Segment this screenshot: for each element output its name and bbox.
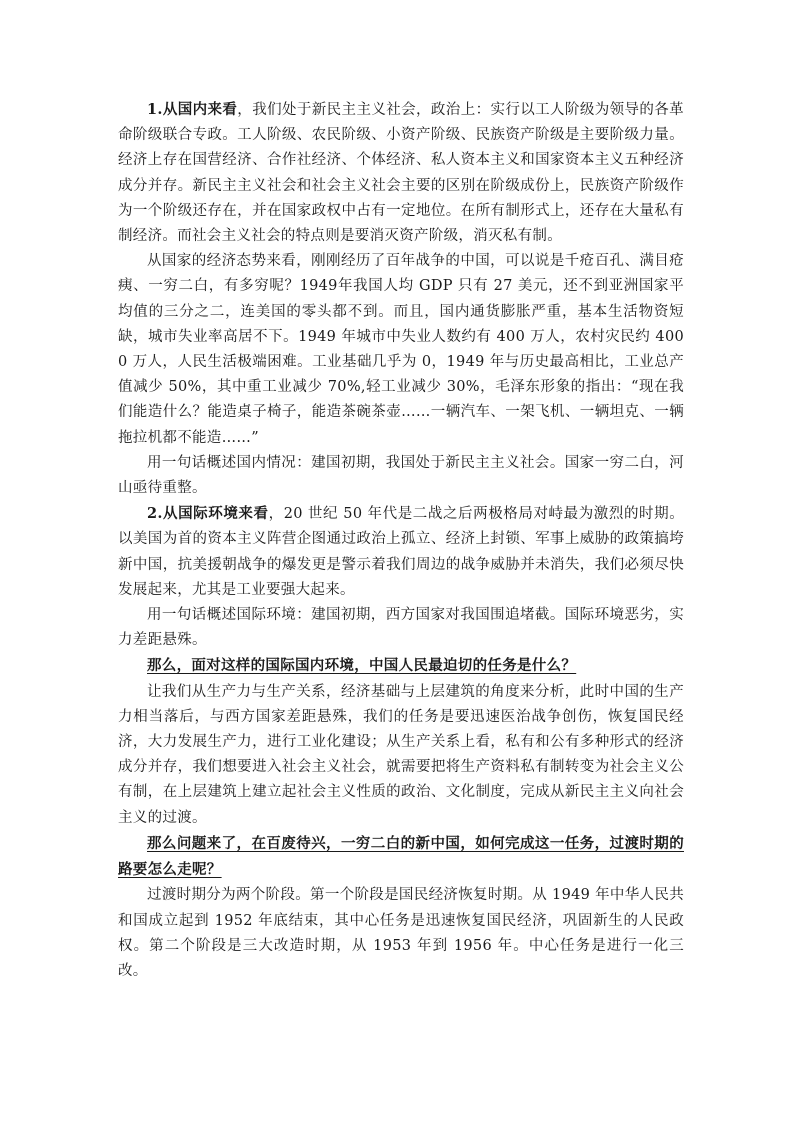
question-2: 那么问题来了，在百废待兴，一穷二白的新中国，如何完成这一任务，过渡时期的路要怎么走呢？: [118, 834, 684, 879]
paragraph-analysis: [118, 680, 684, 831]
paragraph-economy: [118, 249, 684, 451]
text-international-summary: 用一句话概述国际环境：建国初期，西方国家对我国围追堵截。国际环境恶劣，实力差距悬殊。: [118, 607, 684, 649]
paragraph-question-2: [118, 831, 684, 883]
paragraph-domestic: [118, 97, 684, 249]
text-analysis: 让我们从生产力与生产关系，经济基础与上层建筑的角度来分析，此时中国的生产力相当落后，与西方国家差距悬殊，我们的任务是要迅速医治战争创伤，恢复国民经济，大力发展生产力，进行工业化建设；从生产关系上看，私有和公有多种形式的经济成分并存，我们想要进入社会主义社会，就需要把将生产资料私有制转变为社会主义公有制，在上层建筑上建立起社会主义性质的政治、文化制度，完成从新民主主义向社会主义的过渡。: [118, 683, 684, 826]
paragraph-domestic-summary: [118, 451, 684, 501]
paragraph-question-1: [118, 653, 684, 679]
text-domestic: ，我们处于新民主主义社会，政治上：实行以工人阶级为领导的各革命阶级联合专政。工人阶级、农民阶级、小资产阶级、民族资产阶级是主要阶级力量。经济上存在国营经济、合作社经济、个体经济、私人资本主义和国家资本主义五种经济成分并存。新民主主义社会和社会主义社会主要的区别在阶级成份上，民族资产阶级作为一个阶级还存在，并在国家政权中占有一定地位。在所有制形式上，还存在大量私有制经济。而社会主义社会的特点则是要消灭资产阶级，消灭私有制。: [118, 102, 684, 245]
document-page: [118, 97, 684, 984]
question-1: 那么，面对这样的国际国内环境，中国人民最迫切的任务是什么？: [147, 657, 577, 675]
text-transition: 过渡时期分为两个阶段。第一个阶段是国民经济恢复时期。从 1949 年中华人民共和国成立起到 1952 年底结束，其中心任务是迅速恢复国民经济，巩固新生的人民政权。第二个阶段是三大改造时期，从 1953 年到 1956 年。中心任务是进行一化三改。: [118, 887, 684, 979]
paragraph-transition: [118, 883, 684, 984]
text-domestic-summary: 用一句话概述国内情况：建国初期，我国处于新民主主义社会。国家一穷二白，河山亟待重整。: [118, 454, 684, 497]
heading-domestic: 1.从国内来看: [147, 101, 238, 118]
paragraph-international-summary: [118, 603, 684, 653]
heading-international: 2.从国际环境来看: [147, 505, 269, 523]
text-economy: 从国家的经济态势来看，刚刚经历了百年战争的中国，可以说是千疮百孔、满目疮痍、一穷二白，有多穷呢？1949年我国人均 GDP 只有 27 美元，还不到亚洲国家平均值的三分之二，连美国的零头都不到。而且，国内通货膨胀严重，基本生活物资短缺，城市失业率高居不下。1949 年城市中失业人数约有 400 万人，农村灾民约 4000 万人，人民生活极端困难。工业基础几乎为 0，1949 年与历史最高相比，工业总产值减少 50%，其中重工业减少 70%,轻工业减少 30%，毛泽东形象的指出：“现在我们能造什么？能造桌子椅子，能造茶碗茶壶……一辆汽车、一架飞机、一辆坦克、一辆拖拉机都不能造……”: [118, 253, 684, 446]
text-international: ，20 世纪 50 年代是二战之后两极格局对峙最为激烈的时期。以美国为首的资本主义阵营企图通过政治上孤立、经济上封锁、军事上威胁的政策搞垮新中国，抗美援朝战争的爆发更是警示着我们周边的战争威胁并未消失，我们必须尽快发展起来，尤其是工业要强大起来。: [118, 506, 684, 598]
paragraph-international: [118, 501, 684, 603]
